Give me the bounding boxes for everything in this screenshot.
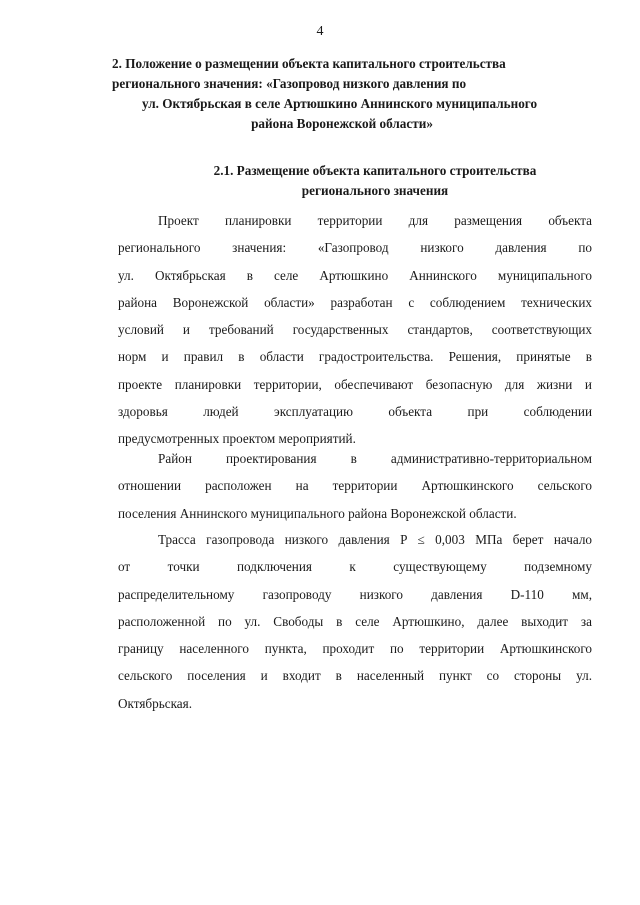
paragraph-line: поселения Аннинского муниципального района Воронежской области. <box>118 505 517 521</box>
paragraph-line: от точки подключения к существующему подземному <box>118 559 592 575</box>
paragraph-line: Трасса газопровода низкого давления P ≤ 0,003 МПа берет начало <box>158 532 592 547</box>
subsection-heading-line: 2.1. Размещение объекта капитального строительства <box>213 163 537 178</box>
paragraph-line: здоровья людей эксплуатацию объекта при соблюдении <box>118 404 592 420</box>
paragraph-line: предусмотренных проектом мероприятий. <box>118 431 356 447</box>
paragraph-line: района Воронежской области» разработан с соблюдением технических <box>118 294 592 310</box>
paragraph-design-area <box>118 445 592 527</box>
subsection-heading-line: регионального значения <box>301 183 449 198</box>
section-heading-line: района Воронежской области» <box>251 116 433 131</box>
paragraph-line: условий и требований государственных стандартов, соответствующих <box>118 322 592 338</box>
paragraph-pipeline-route <box>118 526 592 717</box>
paragraph-line: отношении расположен на территории Артюшкинского сельского <box>118 478 592 494</box>
paragraph-line: Район проектирования в административно-территориальном <box>158 451 592 466</box>
paragraph-line: ул. Октябрьская в селе Артюшкино Аннинского муниципального <box>118 267 592 283</box>
section-heading-line: 2. Положение о размещении объекта капитального строительства <box>112 56 506 71</box>
paragraph-line: расположенной по ул. Свободы в селе Артюшкино, далее выходит за <box>118 613 592 629</box>
paragraph-line: проекте планировки территории, обеспечивают безопасную для жизни и <box>118 376 592 392</box>
section-heading-line: ул. Октябрьская в селе Артюшкино Аннинского муниципального <box>142 96 538 111</box>
paragraph-line: распределительному газопроводу низкого давления D-110 мм, <box>118 586 592 602</box>
paragraph-line: сельского поселения и входит в населенный пункт со стороны ул. <box>118 668 592 684</box>
paragraph-line: Проект планировки территории для размещения объекта <box>158 213 592 228</box>
paragraph-line: регионального значения: «Газопровод низкого давления по <box>118 240 592 256</box>
section-heading-line: регионального значения: «Газопровод низкого давления по <box>112 76 467 91</box>
subsection-heading <box>150 161 600 201</box>
page-number: 4 <box>316 24 324 39</box>
paragraph-line: границу населенного пункта, проходит по территории Артюшкинского <box>118 641 592 657</box>
paragraph-line: норм и правил в области градостроительства. Решения, принятые в <box>118 349 592 365</box>
section-heading <box>112 54 572 134</box>
paragraph-line: Октябрьская. <box>118 695 193 711</box>
paragraph-project-description <box>118 207 592 453</box>
